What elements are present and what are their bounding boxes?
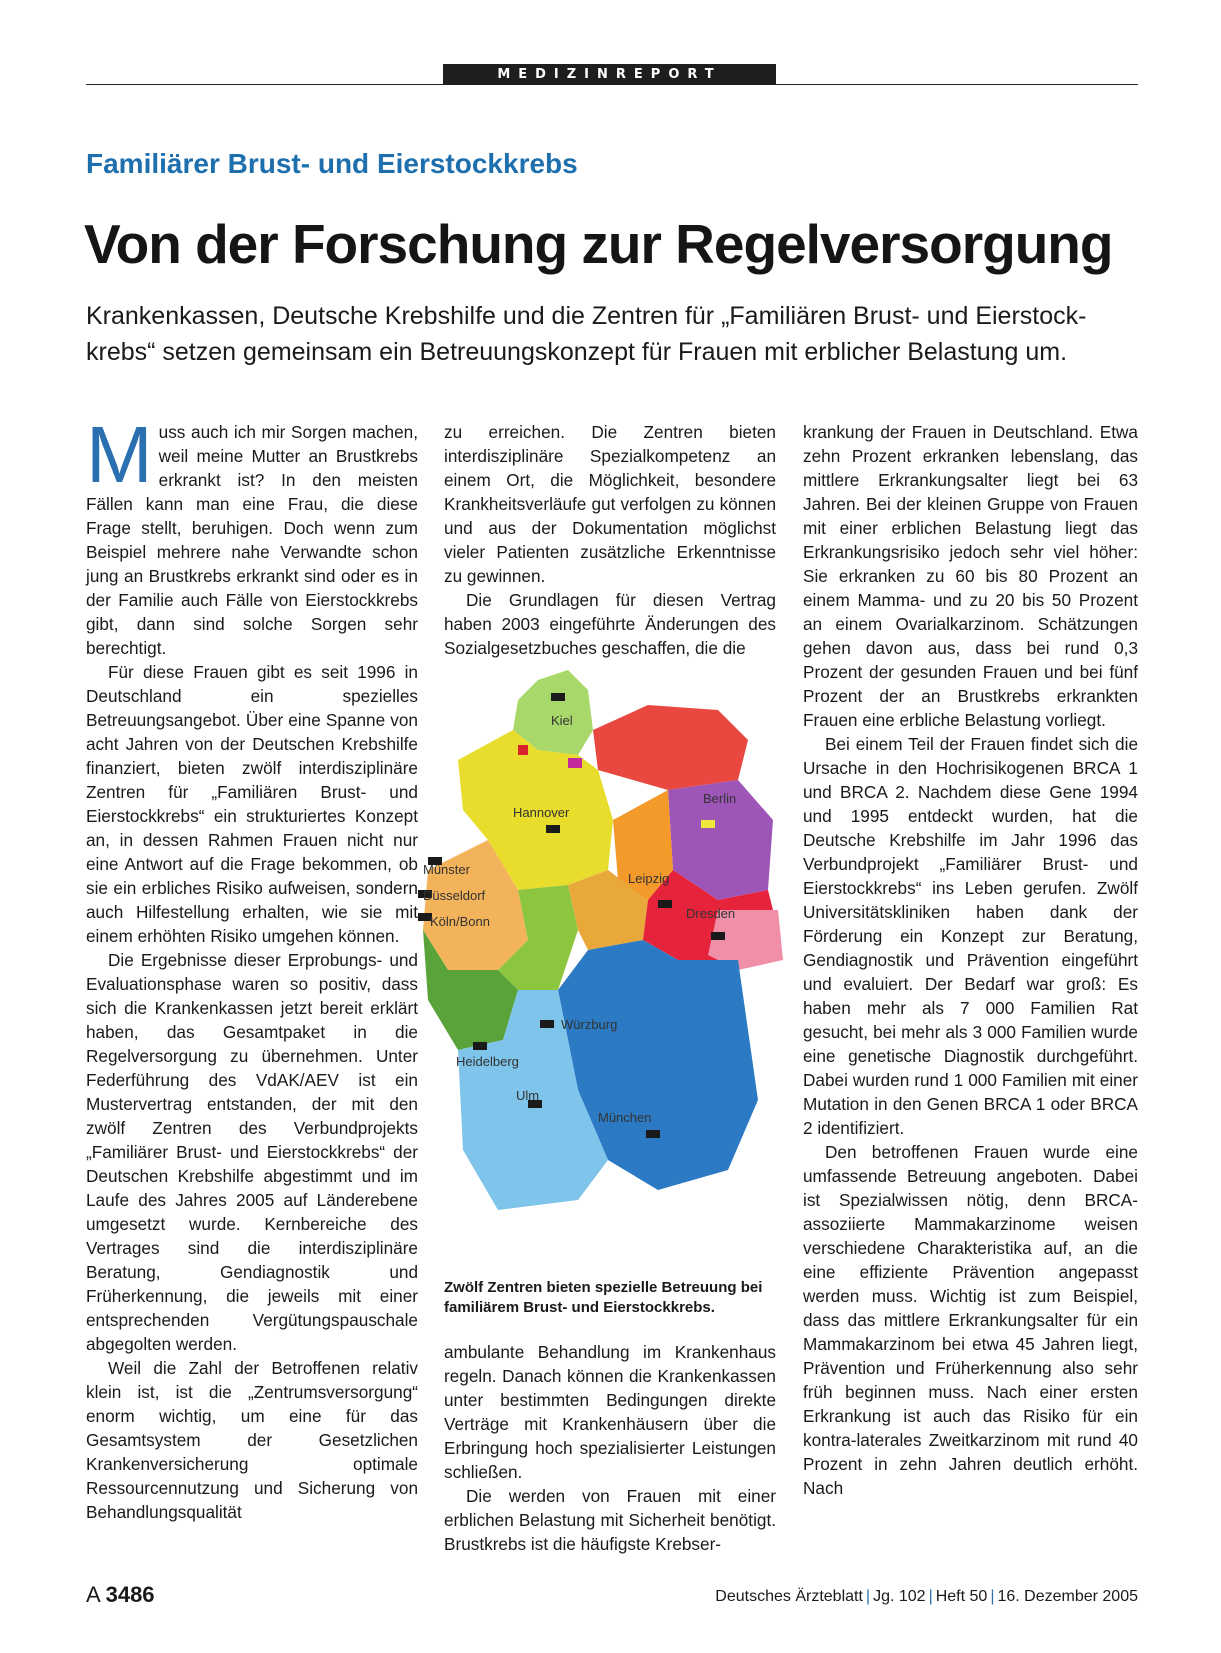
page-prefix: A bbox=[86, 1582, 100, 1607]
article-lead: Krankenkassen, Deutsche Krebshilfe und die Zentren für „Familiären Brust- und Eierstock-krebs“ setzen gemeinsam ein Betreuungskonzept für Frauen mit erblicher Belastung um. bbox=[86, 302, 1087, 366]
paragraph: Bei einem Teil der Frauen findet sich die Ursache in den Hochrisikogenen BRCA 1 und BRCA 2. Nachdem diese Gene 1994 und 1995 entdeckt wurden, hat die Deutsche Krebshilfe im Jahr 1996 das Verbundprojekt „Familiärer Brust- und Eierstockkrebs“ ins Leben gerufen. Zwölf Universitätskliniken haben dank der Förderung ein Konzept zur Beratung, Gendiagnostik und Prävention eingeführt und evaluiert. Der Bedarf war groß: Es haben mehr als 7 000 Familien Rat gesucht, bei mehr als 3 000 Familien wurde eine genetische Diagnostik durchgeführt. Dabei wurden rund 1 000 Familien mit einer Mutation in den Genen BRCA 1 oder BRCA 2 identifiziert. bbox=[803, 734, 1138, 1138]
city-label-kiel: Kiel bbox=[551, 713, 573, 728]
city-label-leipzig: Leipzig bbox=[628, 871, 670, 886]
paragraph: Den betroffenen Frauen wurde eine umfassende Betreuung angeboten. Dabei ist Spezialwissen nötig, denn BRCA-assoziierte Mammakarzinome weisen verschiedene Charakteristika auf, an die eine effiziente Prävention angepasst werden muss. Wichtig ist zum Beispiel, dass das mittlere Erkrankungsalter für ein Mammakarzinom bei etwa 45 Jahren liegt, Prävention und Früherkennung also sehr früh beginnen muss. Nach einer ersten Erkrankung ist auch das Risiko für ein kontra-laterales Zweitkarzinom mit rund 40 Prozent in zehn Jahren deutlich erhöht. Nach bbox=[803, 1142, 1138, 1498]
city-label-heidelberg: Heidelberg bbox=[456, 1054, 519, 1069]
city-label-muenchen: München bbox=[598, 1110, 652, 1125]
journal-name: Deutsches Ärzteblatt bbox=[715, 1588, 863, 1605]
text-column-2 bbox=[444, 420, 776, 660]
paragraph: Die Grundlagen für diesen Vertrag haben 2003 eingeführte Änderungen des Sozialgesetzbuches geschaffen, die die bbox=[444, 590, 776, 658]
city-label-dresden: Dresden bbox=[686, 906, 736, 921]
city-label-muenster: Münster bbox=[423, 862, 470, 877]
city-label-koeln-bonn: Köln/Bonn bbox=[430, 914, 490, 929]
paragraph: ambulante Behandlung im Krankenhaus regeln. Danach können die Krankenkassen unter bestimmten Bedingungen direkte Verträge mit Krankenhäusern über die Erbringung hoch spezialisierter Leistungen schließen. bbox=[444, 1342, 776, 1482]
text-column-1 bbox=[86, 410, 418, 1524]
journal-date: 16. Dezember 2005 bbox=[997, 1588, 1138, 1605]
city-label-berlin: Berlin bbox=[703, 791, 737, 806]
city-label-hannover: Hannover bbox=[513, 805, 570, 820]
page-number bbox=[86, 1582, 155, 1608]
text-column-3 bbox=[803, 420, 1138, 1500]
drop-cap: M bbox=[86, 410, 153, 499]
article-kicker: Familiärer Brust- und Eierstockkrebs bbox=[86, 148, 578, 179]
section-rubric: MEDIZINREPORT bbox=[443, 64, 776, 85]
figure-caption: Zwölf Zentren bieten spezielle Betreuung bei familiärem Brust- und Eierstockkrebs. bbox=[444, 1279, 763, 1316]
paragraph: Muss auch ich mir Sorgen machen, weil meine Mutter an Brustkrebs erkrankt ist? In den meisten Fällen kann man eine Frau, die diese Frage stellt, beruhigen. Doch wenn zum Beispiel mehrere nahe Verwandte schon jung an Brustkrebs erkrankt sind oder es in der Familie auch Fälle von Eierstockkrebs gibt, dann sind solche Sorgen sehr berechtigt. bbox=[86, 410, 418, 658]
paragraph: Für diese Frauen gibt es seit 1996 in Deutschland ein spezielles Betreuungsangebot. Über eine Spanne von acht Jahren von der Deutschen Krebshilfe finanziert, bieten zwölf interdisziplinäre Zentren für „Familiären Brust- und Eierstockkrebs“ ein strukturiertes Konzept an, in dessen Rahmen Frauen nicht nur eine Antwort auf die Frage bekommen, ob sie ein erbliches Risiko aufweisen, sondern auch Hilfestellung erhalten, wie sie mit einem erhöhten Risiko umgehen können. bbox=[86, 662, 418, 946]
page-number-value: 3486 bbox=[105, 1582, 155, 1607]
city-label-ulm: Ulm bbox=[516, 1088, 540, 1103]
paragraph: zu erreichen. Die Zentren bieten interdisziplinäre Spezialkompetenz an einem Ort, die Möglichkeit, besondere Krankheitsverläufe gut verfolgen zu können und aus der Dokumentation möglichst vieler Patienten zusätzliche Erkenntnisse zu gewinnen. bbox=[444, 422, 776, 586]
germany-centers-map bbox=[418, 670, 813, 1270]
journal-issue: Heft 50 bbox=[935, 1588, 988, 1605]
city-label-duesseldorf: Düsseldorf bbox=[423, 888, 486, 903]
city-label-wuerzburg: Würzburg bbox=[561, 1017, 618, 1032]
article-title: Von der Forschung zur Regelversorgung bbox=[84, 213, 1113, 275]
journal-info: Deutsches Ärzteblatt | Jg. 102 | Heft 50 | 16. Dezember 2005 bbox=[715, 1588, 1138, 1605]
text-column-2-continued bbox=[444, 1340, 776, 1556]
paragraph: krankung der Frauen in Deutschland. Etwa zehn Prozent erkranken lebenslang, das mittlere Erkrankungsalter liegt bei 63 Jahren. Bei der kleinen Gruppe von Frauen mit einer erblichen Belastung liegt das Erkrankungsrisiko jedoch sehr viel höher: Sie erkranken zu 60 bis 80 Prozent an einem Mamma- und zu 20 bis 50 Prozent an einem Ovarialkarzinom. Schätzungen gehen davon aus, dass bei rund 0,3 Prozent der gesunden Frauen und bei fünf Prozent der an Brustkrebs erkrankten Frauen eine erbliche Belastung vorliegt. bbox=[803, 422, 1138, 730]
paragraph: Weil die Zahl der Betroffenen relativ klein ist, ist die „Zentrumsversorgung“ enorm wichtig, um eine für das Gesamtsystem der Gesetzlichen Krankenversicherung optimale Ressourcennutzung und Sicherung von Behandlungsqualität bbox=[86, 1358, 418, 1522]
paragraph: Die werden von Frauen mit einer erblichen Belastung mit Sicherheit benötigt. Brustkrebs ist die häufigste Krebser- bbox=[444, 1486, 776, 1554]
journal-volume: Jg. 102 bbox=[873, 1588, 926, 1605]
germany-map-graphic bbox=[418, 670, 813, 1270]
paragraph: Die Ergebnisse dieser Erprobungs- und Evaluationsphase waren so positiv, dass sich die Krankenkassen jetzt bereit erklärt haben, das Gesamtpaket in die Regelversorgung zu übernehmen. Unter Federführung des VdAK/AEV ist ein Mustervertrag entstanden, der mit den zwölf Zentren des Verbundprojekts „Familiärer Brust- und Eierstockkrebs“ der Deutschen Krebshilfe abgestimmt und im Laufe des Jahres 2005 auf Länderebene umgesetzt wurde. Kernbereiche des Vertrages sind die interdisziplinäre Beratung, Gendiagnostik und Früherkennung, die jeweils mit einer entsprechenden Vergütungspauschale abgegolten werden. bbox=[86, 950, 418, 1354]
